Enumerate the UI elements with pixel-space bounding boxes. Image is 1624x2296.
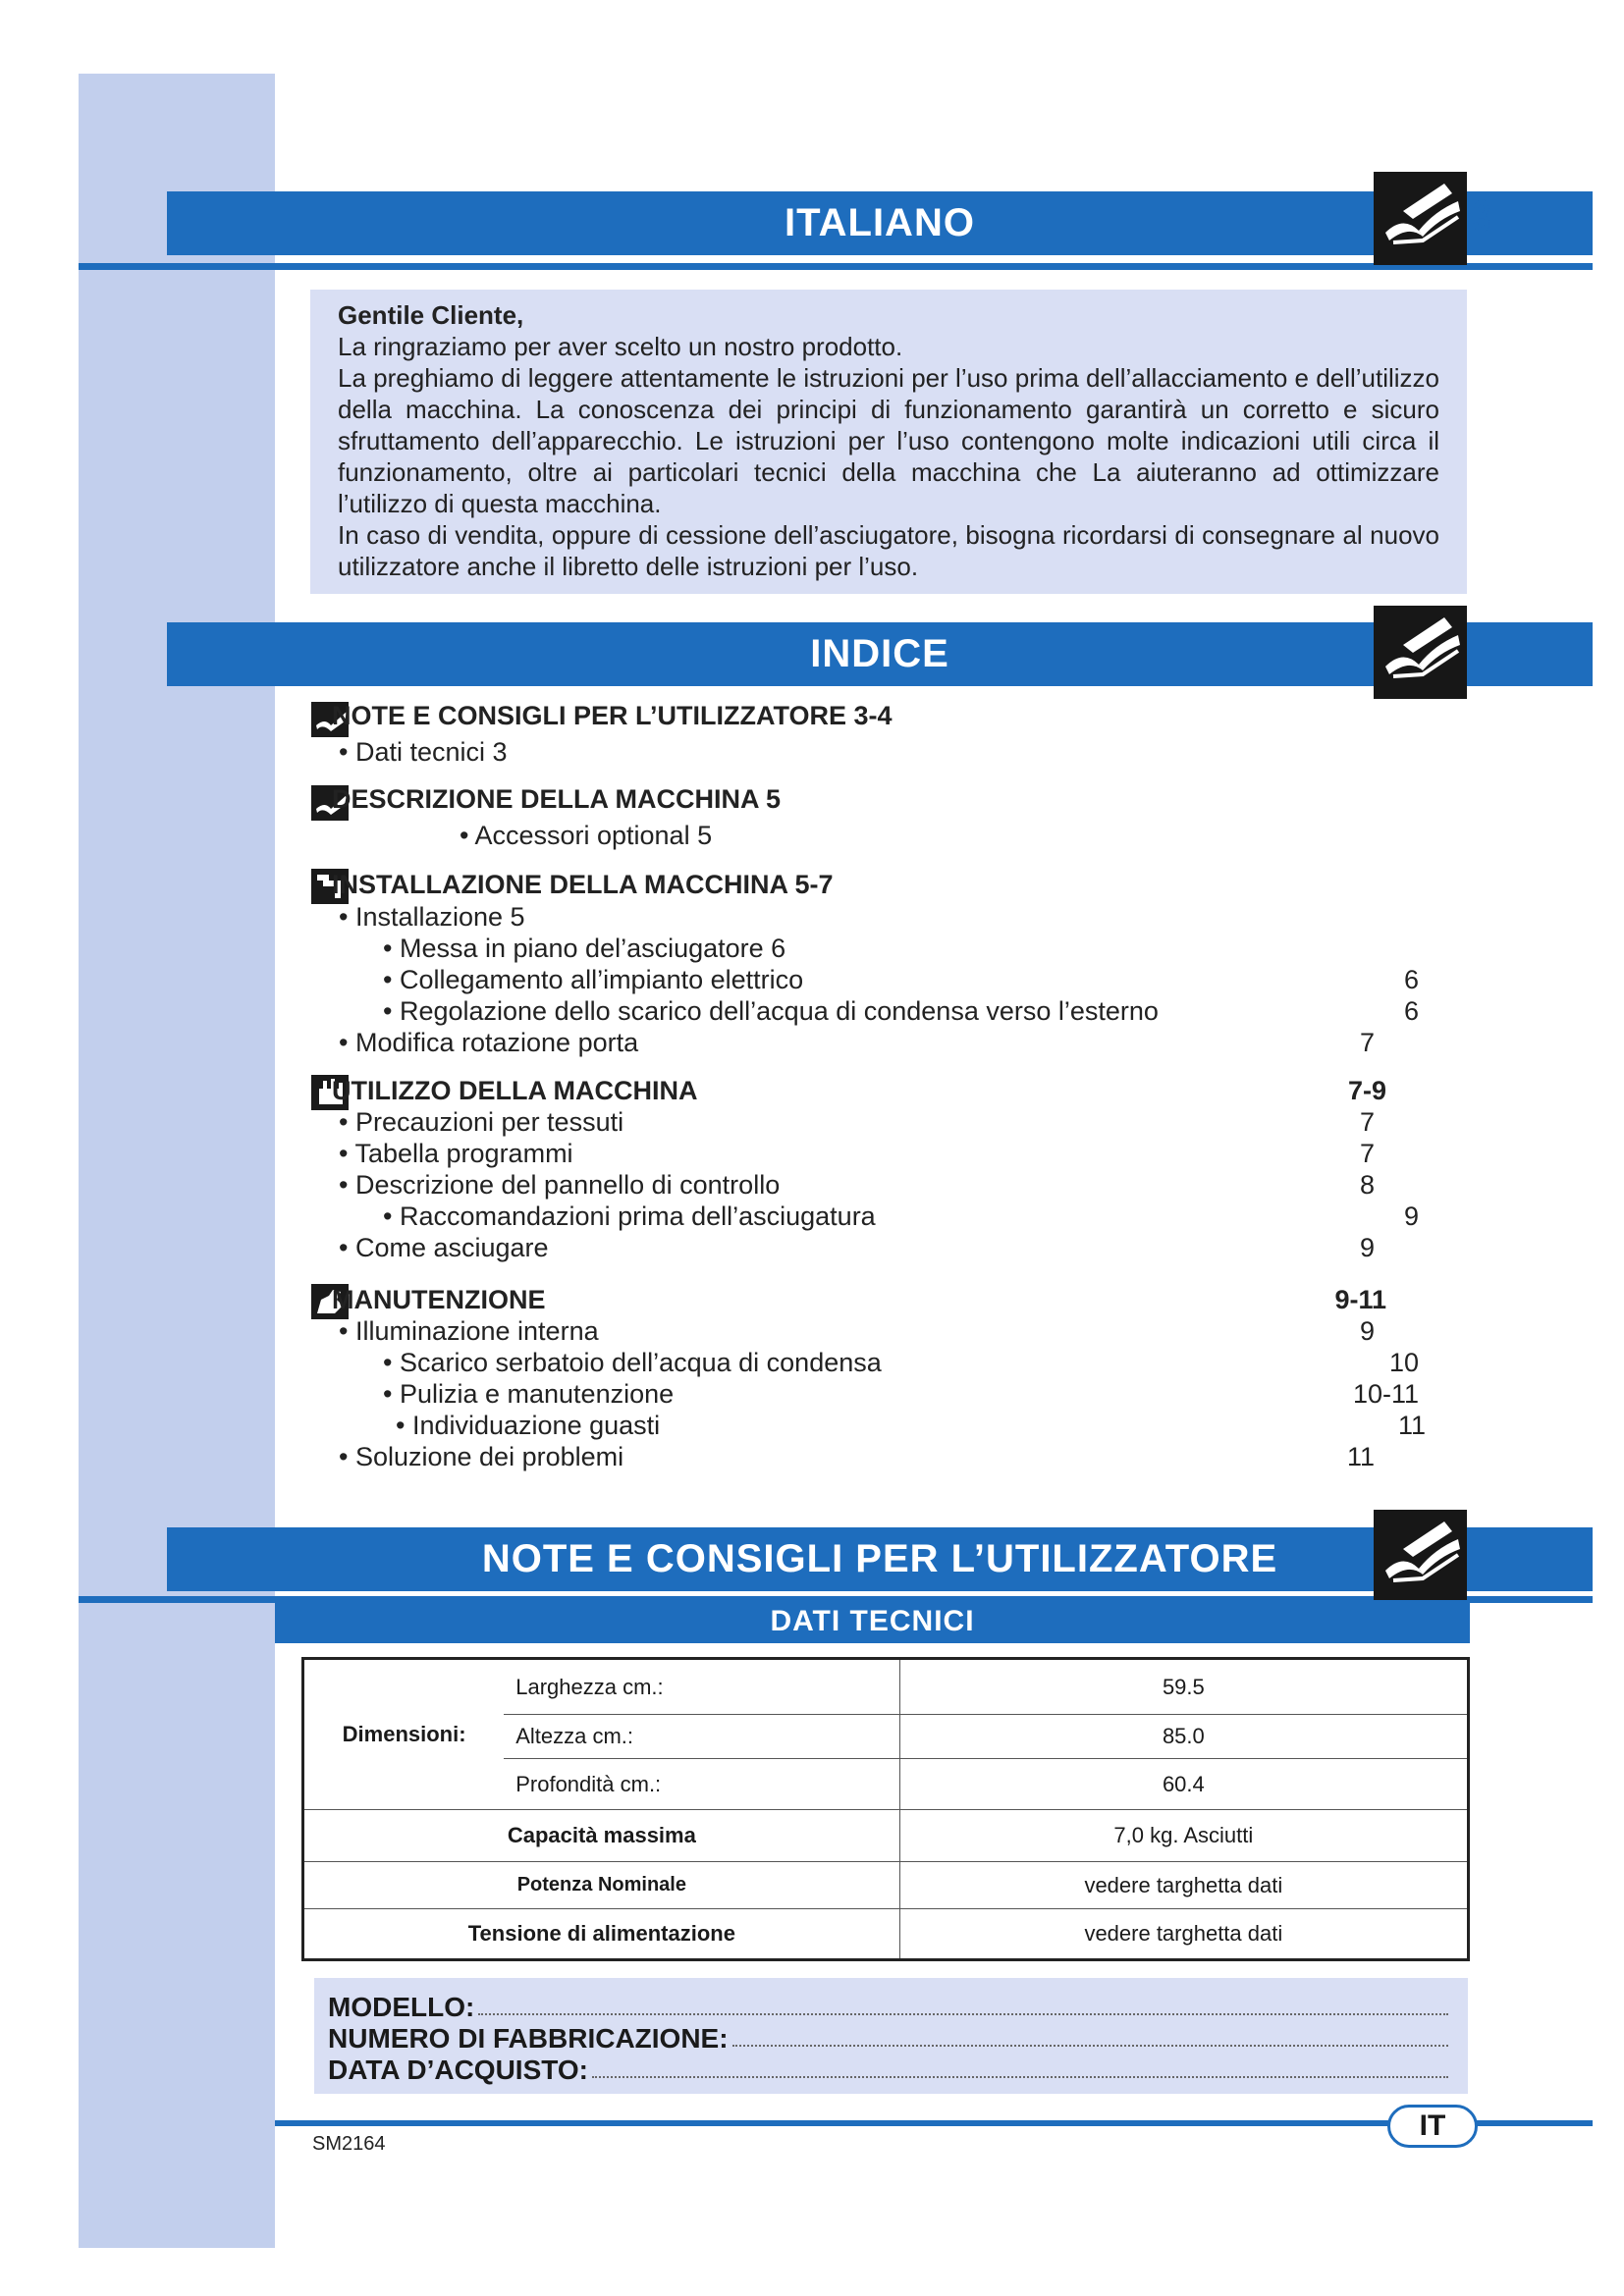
specs-table: [301, 1657, 1470, 1961]
toc-heading: INSTALLAZIONE DELLA MACCHINA 5-7: [332, 870, 834, 899]
toc-entry: • Modifica rotazione porta: [339, 1028, 639, 1057]
dimensions-label: Dimensioni:: [303, 1659, 505, 1810]
toc-page-number: 11: [1346, 1442, 1375, 1471]
left-sidebar: [79, 74, 275, 2248]
toc-heading: DESCRIZIONE DELLA MACCHINA 5: [332, 784, 782, 814]
purchase-date-label: DATA D’ACQUISTO:: [328, 2055, 588, 2085]
greeting: Gentile Cliente,: [338, 300, 524, 330]
toc-entry: • Scarico serbatoio dell’acqua di condensa: [383, 1348, 882, 1377]
toc-entry: • Soluzione dei problemi: [339, 1442, 624, 1471]
toc-entry: • Installazione 5: [339, 902, 525, 932]
height-value: 85.0: [899, 1715, 1468, 1759]
header-title: ITALIANO: [785, 201, 975, 244]
specs-subtitle-band: [275, 1600, 1470, 1643]
toc-page-number: 7: [1359, 1107, 1375, 1137]
power-label: Potenza Nominale: [303, 1862, 900, 1909]
power-value: vedere targhetta dati: [899, 1862, 1468, 1909]
height-label: Altezza cm.:: [504, 1715, 899, 1759]
model-line: [328, 1992, 1454, 2023]
depth-label: Profondità cm.:: [504, 1759, 899, 1810]
capacity-value: 7,0 kg. Asciutti: [899, 1810, 1468, 1862]
toc-page-number: 6: [1403, 965, 1419, 994]
toc-entry: • Pulizia e manutenzione: [383, 1379, 675, 1409]
book-icon: [1374, 1510, 1467, 1603]
toc-page-number: 7-9: [1347, 1076, 1386, 1105]
toc-entry: • Illuminazione interna: [339, 1316, 599, 1346]
index-title: INDICE: [810, 632, 949, 675]
toc-entry: • Descrizione del pannello di controllo: [339, 1170, 781, 1200]
toc-page-number: 9: [1403, 1201, 1419, 1231]
intro-paragraph: La preghiamo di leggere attentamente le istruzioni per l’uso prima dell’allacciamento e dell’utilizzo della macchina. La conoscenza dei principi di funzionamento garantirà un corretto e sicuro sfruttamento dell’apparecchio. Le istruzioni per l’uso contengono molte indicazioni utili circa il funzionamento, oltre ai particolari tecnici della macchina che La aiuteranno ad ottimizzare l’utilizzo di questa macchina.: [338, 363, 1439, 518]
toc-entry: • Accessori optional 5: [460, 821, 713, 850]
capacity-label: Capacità massima: [303, 1810, 900, 1862]
width-label: Larghezza cm.:: [504, 1659, 899, 1715]
toc-entry: • Dati tecnici 3: [339, 737, 508, 767]
voltage-value: vedere targhetta dati: [899, 1909, 1468, 1960]
header-underline: [79, 263, 1593, 270]
dotted-fill: [732, 2044, 1448, 2047]
intro-paragraph: La ringraziamo per aver scelto un nostro prodotto.: [338, 332, 903, 361]
book-icon: [1374, 172, 1467, 265]
toc-entry: • Individuazione guasti: [396, 1411, 661, 1440]
voltage-label: Tensione di alimentazione: [303, 1909, 900, 1960]
notes-title: NOTE E CONSIGLI PER L’UTILIZZATORE: [481, 1537, 1278, 1580]
toc-heading: MANUTENZIONE: [332, 1285, 546, 1314]
toc-page-number: 9: [1359, 1316, 1375, 1346]
purchase-date-line: [328, 2055, 1454, 2086]
book-icon: [1374, 606, 1467, 699]
width-value: 59.5: [899, 1659, 1468, 1715]
toc-page-number: 9-11: [1334, 1285, 1386, 1314]
intro-panel: [310, 290, 1467, 594]
toc-entry: • Regolazione dello scarico dell’acqua di condensa verso l’esterno: [383, 996, 1159, 1026]
toc-entry: • Precauzioni per tessuti: [339, 1107, 624, 1137]
toc-entry: • Messa in piano del’asciugatore 6: [383, 934, 786, 963]
serial-label: NUMERO DI FABBRICAZIONE:: [328, 2023, 729, 2054]
toc-entry: • Tabella programmi: [339, 1139, 573, 1168]
registration-panel: [314, 1978, 1468, 2094]
toc-entry: • Come asciugare: [339, 1233, 549, 1262]
toc-page-number: 7: [1359, 1139, 1375, 1168]
toc-entry: • Collegamento all’impianto elettrico: [383, 965, 804, 994]
toc-heading: UTILIZZO DELLA MACCHINA: [332, 1076, 698, 1105]
intro-paragraph: In caso di vendita, oppure di cessione dell’asciugatore, bisogna ricordarsi di consegnare al nuovo utilizzatore anche il libretto delle istruzioni per l’uso.: [338, 520, 1439, 581]
toc-page-number: 9: [1359, 1233, 1375, 1262]
toc-page-number: 10-11: [1352, 1379, 1419, 1409]
model-label: MODELLO:: [328, 1992, 475, 2022]
depth-value: 60.4: [899, 1759, 1468, 1810]
toc-heading: NOTE E CONSIGLI PER L’UTILIZZATORE 3-4: [332, 701, 893, 730]
specs-subtitle: DATI TECNICI: [770, 1605, 975, 1637]
serial-line: [328, 2023, 1454, 2055]
language-badge: IT: [1387, 2105, 1478, 2148]
toc-page-number: 7: [1359, 1028, 1375, 1057]
dotted-fill: [478, 2012, 1448, 2015]
toc-page-number: 11: [1397, 1411, 1426, 1440]
toc-page-number: 8: [1359, 1170, 1375, 1200]
document-code: SM2164: [312, 2133, 386, 2155]
toc-page-number: 10: [1388, 1348, 1419, 1377]
dotted-fill: [592, 2075, 1448, 2078]
toc-page-number: 6: [1403, 996, 1419, 1026]
page-number: 3: [1473, 190, 1490, 241]
toc-entry: • Raccomandazioni prima dell’asciugatura: [383, 1201, 876, 1231]
